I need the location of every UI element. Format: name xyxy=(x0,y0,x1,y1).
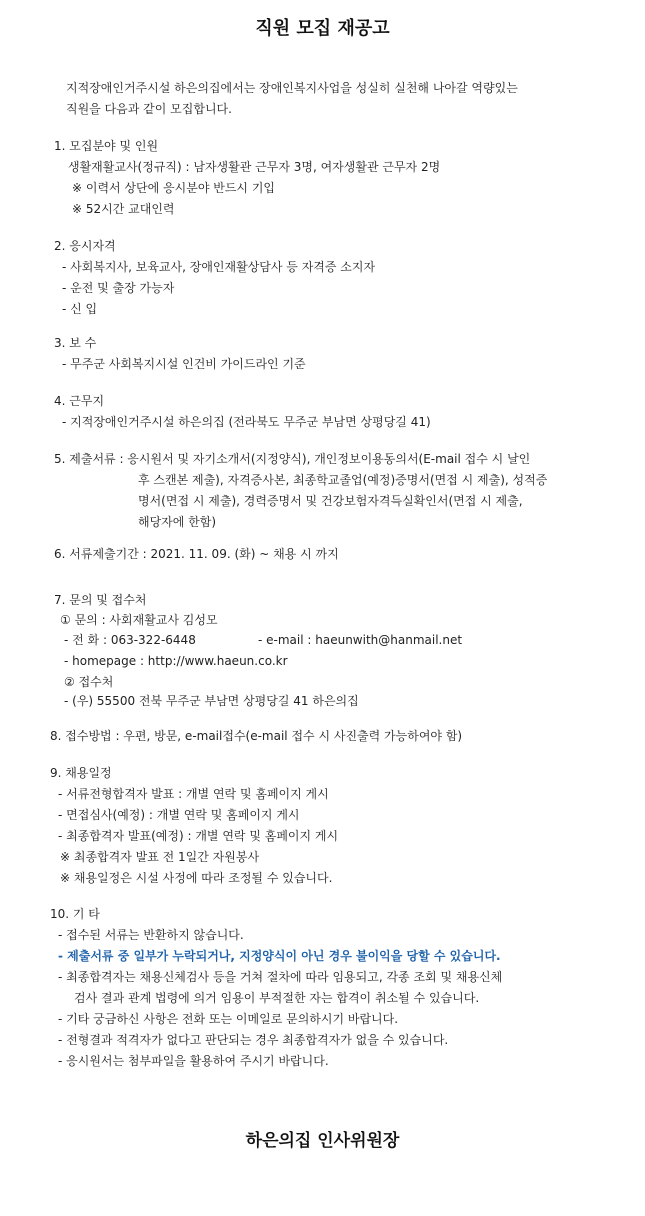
contact-inquiry: ① 문의 : 사회재활교사 김성모 xyxy=(60,613,218,627)
section-line: 8. 접수방법 : 우편, 방문, e-mail접수(e-mail 접수 시 사진출력 가능하여야 함) xyxy=(50,729,463,743)
section-line: - 최종합격자 발표(예정) : 개별 연락 및 홈페이지 게시 xyxy=(58,829,339,843)
contact-receipt: ② 접수처 xyxy=(64,675,114,689)
page-title: 직원 모집 재공고 xyxy=(255,18,390,39)
section-heading: 1. 모집분야 및 인원 xyxy=(54,139,159,153)
section-note: ※ 이력서 상단에 응시분야 반드시 기입 xyxy=(72,181,276,195)
intro-line: 지적장애인거주시설 하은의집에서는 장애인복지사업을 성실히 실천해 나아갈 역량있는 xyxy=(66,81,518,95)
section-line: 해당자에 한함) xyxy=(138,515,217,529)
section-line: - 기타 궁금하신 사항은 전화 또는 이메일로 문의하시기 바랍니다. xyxy=(58,1012,399,1026)
contact-phone: - 전 화 : 063-322-6448 xyxy=(64,633,196,647)
section-line: 명서(면접 시 제출), 경력증명서 및 건강보험자격득실확인서(면접 시 제출, xyxy=(138,494,523,508)
contact-address: - (우) 55500 전북 무주군 부남면 상평당길 41 하은의집 xyxy=(64,694,359,708)
section-line: 6. 서류제출기간 : 2021. 11. 09. (화) ~ 채용 시 까지 xyxy=(54,547,339,561)
section-note: ※ 채용일정은 시설 사정에 따라 조정될 수 있습니다. xyxy=(60,871,333,885)
section-line: - 최종합격자는 채용신체검사 등을 거쳐 절차에 따라 임용되고, 각종 조회 및 채용신체 xyxy=(58,970,503,984)
section-heading: 7. 문의 및 접수처 xyxy=(54,593,147,607)
section-heading: 3. 보 수 xyxy=(54,336,97,350)
section-note: ※ 최종합격자 발표 전 1일간 자원봉사 xyxy=(60,850,260,864)
signature-footer: 하은의집 인사위원장 xyxy=(245,1131,400,1151)
section-line: - 신 입 xyxy=(62,302,98,316)
section-heading: 4. 근무지 xyxy=(54,394,105,408)
section-line: 후 스캔본 제출), 자격증사본, 최종학교졸업(예정)증명서(면접 시 제출), 성적증 xyxy=(138,473,548,487)
section-line: - 접수된 서류는 반환하지 않습니다. xyxy=(58,928,244,942)
section-note: ※ 52시간 교대인력 xyxy=(72,202,175,216)
section-heading: 2. 응시자격 xyxy=(54,239,116,253)
section-line: - 사회복지사, 보육교사, 장애인재활상담사 등 자격증 소지자 xyxy=(62,260,376,274)
section-line: - 응시원서는 첨부파일을 활용하여 주시기 바랍니다. xyxy=(58,1054,329,1068)
section-line: 검사 결과 관계 법령에 의거 임용이 부적절한 자는 합격이 취소될 수 있습니다. xyxy=(74,991,480,1005)
section-heading: 9. 채용일정 xyxy=(50,766,112,780)
section-line: 생활재활교사(정규직) : 남자생활관 근무자 3명, 여자생활관 근무자 2명 xyxy=(68,160,441,174)
section-line-highlight: - 제출서류 중 일부가 누락되거나, 지정양식이 아닌 경우 불이익을 당할 수 있습니다. xyxy=(58,949,501,963)
contact-email: - e-mail : haeunwith@hanmail.net xyxy=(258,633,463,647)
section-line: - 전형결과 적격자가 없다고 판단되는 경우 최종합격자가 없을 수 있습니다. xyxy=(58,1033,449,1047)
section-line: - 서류전형합격자 발표 : 개별 연락 및 홈페이지 게시 xyxy=(58,787,329,801)
section-line: - 운전 및 출장 가능자 xyxy=(62,281,175,295)
intro-line: 직원을 다음과 같이 모집합니다. xyxy=(66,102,232,116)
section-line: - 무주군 사회복지시설 인건비 가이드라인 기준 xyxy=(62,357,306,371)
section-line: - 면접심사(예정) : 개별 연락 및 홈페이지 게시 xyxy=(58,808,300,822)
section-line: 5. 제출서류 : 응시원서 및 자기소개서(지정양식), 개인정보이용동의서(E-mail 접수 시 날인 xyxy=(54,452,531,466)
section-line: - 지적장애인거주시설 하은의집 (전라북도 무주군 부남면 상평당길 41) xyxy=(62,415,431,429)
section-heading: 10. 기 타 xyxy=(50,907,100,921)
contact-homepage: - homepage : http://www.haeun.co.kr xyxy=(64,654,288,668)
